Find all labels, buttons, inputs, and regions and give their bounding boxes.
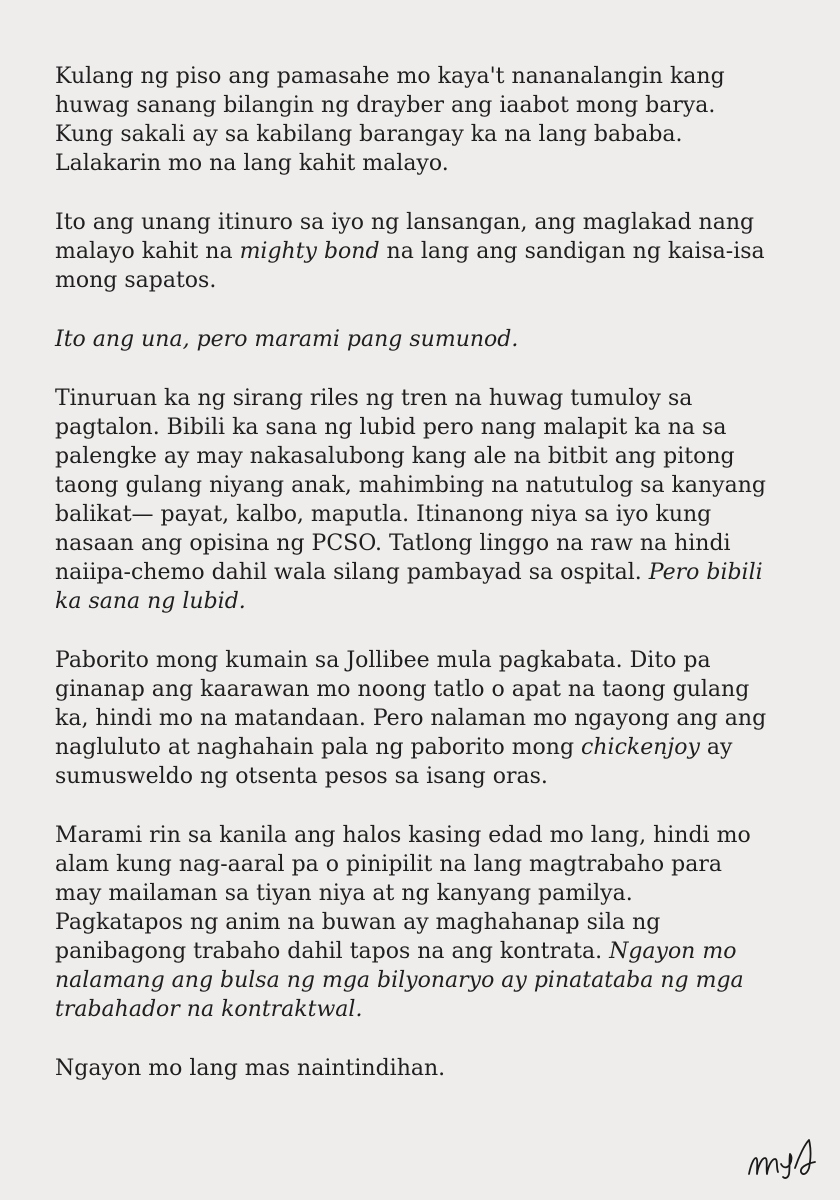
paragraph [55, 62, 815, 178]
paragraph [55, 325, 815, 354]
paragraph [55, 821, 815, 1024]
text-line [55, 208, 815, 237]
text-line [55, 325, 815, 354]
text-segment: sumusweldo ng otsenta pesos sa isang oras. [55, 764, 548, 789]
text-line [55, 821, 815, 850]
handwritten-signature [745, 1134, 825, 1182]
text-segment: pagtalon. Bibili ka sana ng lubid pero nang malapit ka na sa [55, 415, 727, 440]
text-line [55, 966, 815, 995]
text-line [55, 237, 815, 266]
text-line [55, 120, 815, 149]
text-segment: taong gulang niyang anak, mahimbing na natutulog sa kanyang [55, 473, 766, 498]
text-segment: huwag sanang bilangin ng drayber ang iaabot mong barya. [55, 93, 716, 118]
text-line [55, 384, 815, 413]
paragraph [55, 384, 815, 616]
text-segment: Marami rin sa kanila ang halos kasing edad mo lang, hindi mo [55, 823, 751, 848]
italic-text: trabahador na kontraktwal. [55, 997, 363, 1022]
text-line [55, 587, 815, 616]
italic-text: Ngayon mo [609, 939, 737, 964]
text-segment: Ngayon mo lang mas naintindihan. [55, 1056, 446, 1081]
italic-text: nalamang ang bulsa ng mga bilyonaryo ay pinatataba ng mga [55, 968, 744, 993]
text-line [55, 149, 815, 178]
text-segment: nagluluto at naghahain pala ng paborito mong [55, 735, 582, 760]
text-segment: ginanap ang kaarawan mo noong tatlo o apat na taong gulang [55, 677, 750, 702]
paragraph [55, 208, 815, 295]
text-line [55, 850, 815, 879]
text-line [55, 937, 815, 966]
text-segment: Pagkatapos ng anim na buwan ay maghahanap sila ng [55, 910, 661, 935]
text-segment: Tinuruan ka ng sirang riles ng tren na huwag tumuloy sa [55, 386, 693, 411]
text-line [55, 558, 815, 587]
text-line [55, 646, 815, 675]
paragraph [55, 1054, 815, 1083]
text-segment: Kung sakali ay sa kabilang barangay ka na lang bababa. [55, 122, 683, 147]
text-line [55, 266, 815, 295]
text-line [55, 500, 815, 529]
italic-text: mighty bond [239, 239, 380, 264]
text-segment: Ito ang unang itinuro sa iyo ng lansangan, ang maglakad nang [55, 210, 755, 235]
text-line [55, 879, 815, 908]
poem-body [55, 62, 815, 1113]
text-segment: alam kung nag-aaral pa o pinipilit na lang magtrabaho para [55, 852, 722, 877]
text-segment: Lalakarin mo na lang kahit malayo. [55, 151, 449, 176]
paragraph [55, 646, 815, 791]
text-line [55, 762, 815, 791]
text-line [55, 442, 815, 471]
text-segment: palengke ay may nakasalubong kang ale na bitbit ang pitong [55, 444, 735, 469]
text-segment: na lang ang sandigan ng kaisa-isa [379, 239, 765, 264]
text-line [55, 91, 815, 120]
text-line [55, 908, 815, 937]
text-line [55, 62, 815, 91]
text-line [55, 471, 815, 500]
text-line [55, 995, 815, 1024]
italic-text: ka sana ng lubid. [55, 589, 246, 614]
text-segment: may mailaman sa tiyan niya at ng kanyang pamilya. [55, 881, 633, 906]
text-segment: ka, hindi mo na matandaan. Pero nalaman mo ngayong ang ang [55, 706, 767, 731]
text-segment: naiipa-chemo dahil wala silang pambayad sa ospital. [55, 560, 649, 585]
text-segment: ay [699, 735, 733, 760]
text-segment: panibagong trabaho dahil tapos na ang kontrata. [55, 939, 610, 964]
text-segment: Kulang ng piso ang pamasahe mo kaya't nananalangin kang [55, 64, 725, 89]
italic-text: Pero bibili [648, 560, 763, 585]
text-line [55, 675, 815, 704]
text-line [55, 1054, 815, 1083]
italic-text: chickenjoy [581, 735, 700, 760]
text-line [55, 413, 815, 442]
text-line [55, 704, 815, 733]
text-segment: balikat— payat, kalbo, maputla. Itinanong niya sa iyo kung [55, 502, 712, 527]
text-segment: nasaan ang opisina ng PCSO. Tatlong linggo na raw na hindi [55, 531, 731, 556]
text-line [55, 733, 815, 762]
italic-text: Ito ang una, pero marami pang sumunod. [55, 327, 519, 352]
text-line [55, 529, 815, 558]
text-segment: Paborito mong kumain sa Jollibee mula pagkabata. Dito pa [55, 648, 711, 673]
text-segment: mong sapatos. [55, 268, 217, 293]
text-segment: malayo kahit na [55, 239, 240, 264]
